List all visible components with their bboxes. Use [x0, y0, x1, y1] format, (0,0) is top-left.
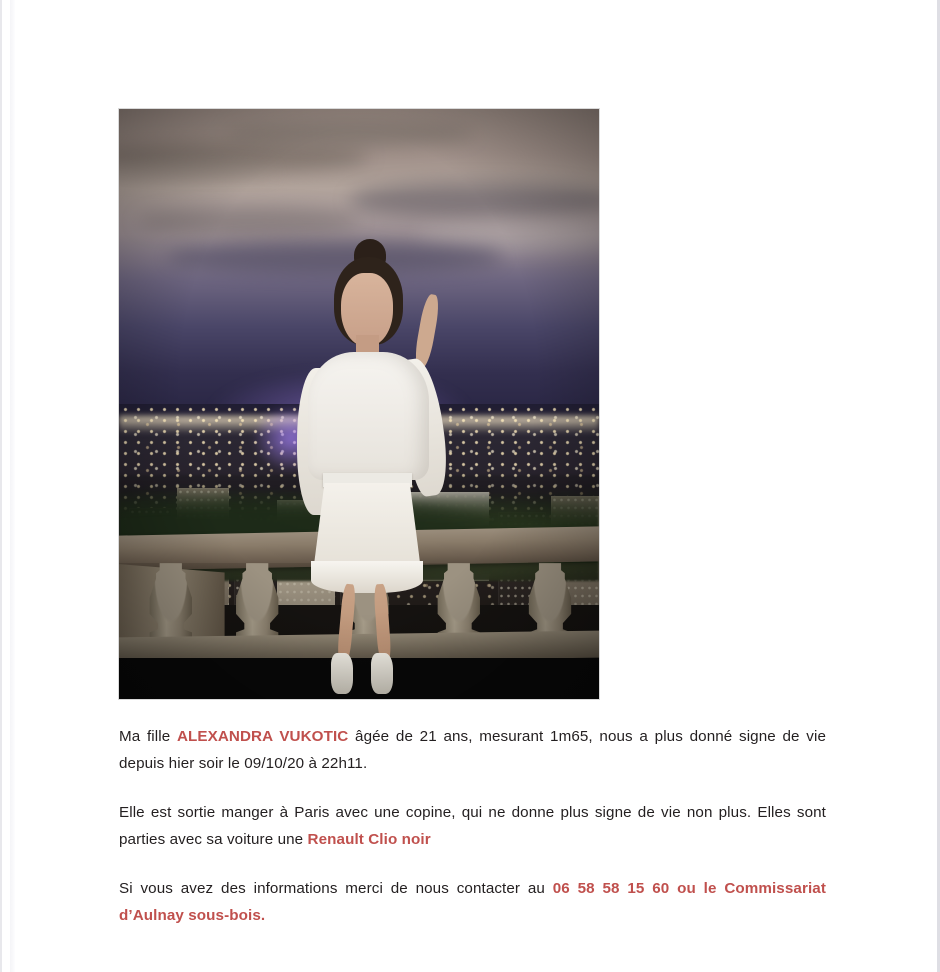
- highlighted-text: ALEXANDRA VUKOTIC: [176, 728, 349, 745]
- photo-scene: [119, 109, 599, 699]
- skirt-ruffle: [311, 561, 423, 593]
- cloud: [119, 162, 273, 182]
- cloud: [138, 208, 359, 234]
- baluster: [436, 563, 482, 640]
- paragraph-1: Ma fille ALEXANDRA VUKOTIC âgée de 21 ans, mesurant 1m65, nous a plus donné signe de vie depuis hier soir le 09/10/20 à 22h11.: [119, 728, 826, 772]
- white-dress-bodice: [308, 352, 429, 481]
- raised-arm: [413, 293, 441, 368]
- highlighted-text: 06 58 58 15 60 ou le Commissariat d’Aulnay sous-bois.: [119, 880, 826, 924]
- paragraph-3: Si vous avez des informations merci de nous contacter au 06 58 58 15 60 ou le Commissariat d’Aulnay sous-bois.: [119, 880, 826, 924]
- missing-person-figure: [297, 239, 441, 699]
- missing-person-photo: [119, 109, 599, 699]
- left-leg: [336, 584, 356, 663]
- left-sneaker: [331, 653, 353, 694]
- notice-text: [119, 723, 826, 929]
- highlighted-text: Renault Clio noir: [307, 831, 431, 848]
- notice-content: [119, 109, 826, 929]
- paragraph-2: Elle est sortie manger à Paris avec une copine, qui ne donne plus signe de vie non plus. Elles sont parties avec sa voiture une Renault Clio noir: [119, 804, 826, 848]
- cloud: [349, 182, 599, 218]
- right-leg: [373, 584, 391, 663]
- baluster: [234, 563, 280, 640]
- baluster: [527, 563, 573, 640]
- right-sneaker: [371, 653, 393, 694]
